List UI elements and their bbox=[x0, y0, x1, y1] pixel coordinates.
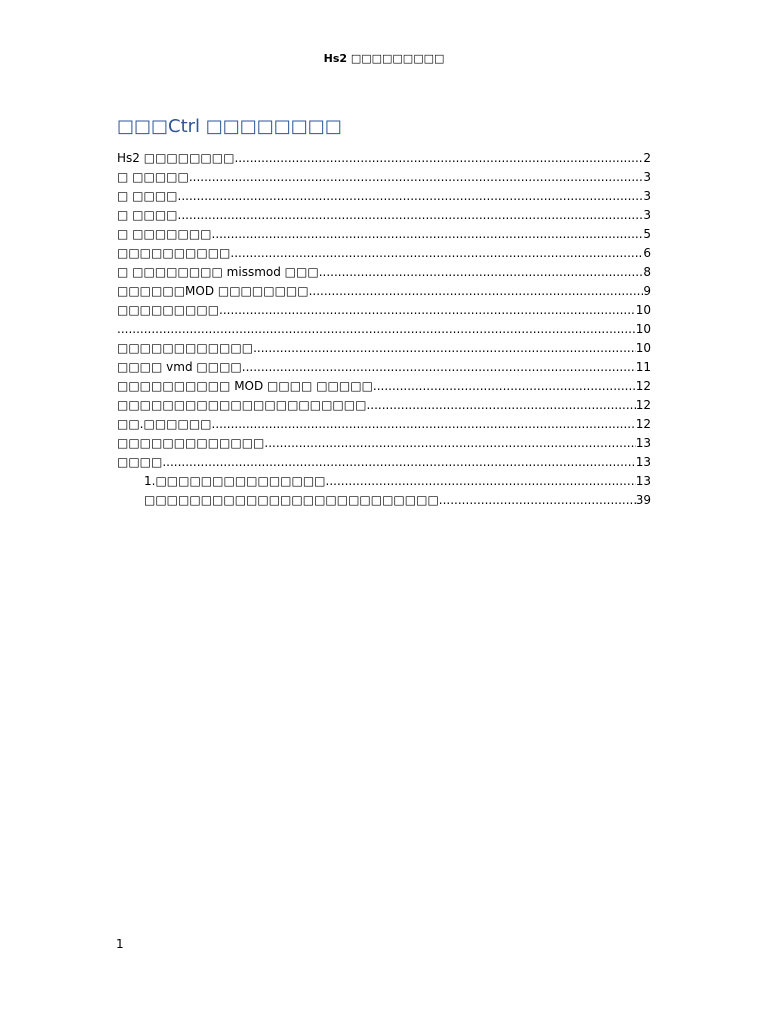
toc-dot-leader bbox=[230, 244, 643, 263]
toc-entry-title: □□□□□□□□□ bbox=[117, 303, 220, 317]
toc-entry[interactable] bbox=[117, 244, 651, 263]
toc-entry[interactable] bbox=[117, 472, 651, 491]
toc-entry[interactable] bbox=[117, 415, 651, 434]
toc-entry-title: □ □□□□□□□ bbox=[117, 227, 212, 241]
toc-entry[interactable] bbox=[117, 187, 651, 206]
toc-entry-page: 10 bbox=[635, 322, 651, 336]
toc-entry-page: 12 bbox=[635, 379, 651, 393]
toc-dot-leader bbox=[373, 377, 636, 396]
toc-dot-leader bbox=[212, 415, 636, 434]
toc-entry[interactable] bbox=[117, 453, 651, 472]
toc-entry-title: □ □□□□□□□□ missmod □□□ bbox=[117, 265, 319, 279]
toc-entry[interactable] bbox=[117, 320, 651, 339]
toc-entry-title: Hs2 □□□□□□□□ bbox=[117, 151, 235, 165]
toc-entry-title: □□□□□□□□□□ bbox=[117, 246, 231, 260]
toc-dot-leader bbox=[319, 263, 644, 282]
toc-dot-leader bbox=[178, 187, 644, 206]
toc-entry[interactable] bbox=[117, 301, 651, 320]
toc-entry-page: 12 bbox=[635, 398, 651, 412]
toc-entry[interactable] bbox=[117, 225, 651, 244]
toc-dot-leader bbox=[242, 358, 636, 377]
toc-entry-page: 8 bbox=[643, 265, 651, 279]
toc-entry[interactable] bbox=[117, 339, 651, 358]
toc-entry-page: 13 bbox=[635, 436, 651, 450]
toc-entry-page: 13 bbox=[635, 455, 651, 469]
toc-entry-page: 11 bbox=[635, 360, 651, 374]
toc-entry-title: □□□□□□□□□□□□□□□□□□□□□□□□□□ bbox=[144, 493, 439, 507]
toc-entry-title: □□□□□□□□□□□□ bbox=[117, 341, 254, 355]
toc-dot-leader bbox=[234, 149, 643, 168]
toc-entry[interactable] bbox=[117, 282, 651, 301]
toc-entry-page: 5 bbox=[643, 227, 651, 241]
toc-entry-page: 12 bbox=[635, 417, 651, 431]
toc-entry-title: □□□□□□□□□□□□□ bbox=[117, 436, 265, 450]
toc-dot-leader bbox=[309, 282, 644, 301]
toc-entry[interactable] bbox=[117, 358, 651, 377]
toc-entry-page: 10 bbox=[635, 303, 651, 317]
toc-entry-title: □□.□□□□□□ bbox=[117, 417, 212, 431]
toc-entry-page: 39 bbox=[635, 493, 651, 507]
table-of-contents bbox=[117, 149, 651, 510]
toc-entry-page: 3 bbox=[643, 189, 651, 203]
toc-entry-page: 13 bbox=[635, 474, 651, 488]
page-number: 1 bbox=[116, 937, 124, 951]
toc-entry-title: □ □□□□ bbox=[117, 208, 178, 222]
toc-entry-page: 6 bbox=[643, 246, 651, 260]
toc-entry-page: 3 bbox=[643, 170, 651, 184]
toc-dot-leader bbox=[162, 453, 635, 472]
toc-entry-title: □ □□□□□ bbox=[117, 170, 189, 184]
toc-entry[interactable] bbox=[117, 434, 651, 453]
toc-entry[interactable] bbox=[117, 377, 651, 396]
toc-heading: □□□Ctrl □□□□□□□□ bbox=[117, 116, 342, 137]
toc-dot-leader bbox=[212, 225, 644, 244]
toc-dot-leader bbox=[219, 301, 636, 320]
toc-entry[interactable] bbox=[117, 149, 651, 168]
page-header: Hs2 □□□□□□□□□ bbox=[323, 52, 445, 65]
toc-entry[interactable] bbox=[117, 168, 651, 187]
toc-entry-title: □□□□□□□□□□ MOD □□□□ □□□□□ bbox=[117, 379, 373, 393]
toc-entry[interactable] bbox=[117, 396, 651, 415]
toc-dot-leader bbox=[253, 339, 636, 358]
toc-entry-page: 2 bbox=[643, 151, 651, 165]
toc-entry[interactable] bbox=[117, 263, 651, 282]
toc-entry-title: 1.□□□□□□□□□□□□□□□ bbox=[144, 474, 326, 488]
toc-dot-leader bbox=[439, 491, 636, 510]
toc-dot-leader bbox=[366, 396, 635, 415]
toc-entry[interactable] bbox=[117, 491, 651, 510]
toc-dot-leader bbox=[189, 168, 644, 187]
toc-entry-title: □□□□□□□□□□□□□□□□□□□□□□ bbox=[117, 398, 367, 412]
toc-dot-leader bbox=[326, 472, 636, 491]
toc-entry[interactable] bbox=[117, 206, 651, 225]
toc-entry-title: □□□□□□MOD □□□□□□□□ bbox=[117, 284, 309, 298]
toc-dot-leader bbox=[178, 206, 644, 225]
toc-entry-page: 3 bbox=[643, 208, 651, 222]
toc-entry-page: 10 bbox=[635, 341, 651, 355]
toc-entry-page: 9 bbox=[643, 284, 651, 298]
toc-entry-title: □□□□ bbox=[117, 455, 163, 469]
toc-dot-leader bbox=[117, 320, 636, 339]
toc-dot-leader bbox=[264, 434, 635, 453]
toc-entry-title: □□□□ vmd □□□□ bbox=[117, 360, 242, 374]
toc-entry-title: □ □□□□ bbox=[117, 189, 178, 203]
